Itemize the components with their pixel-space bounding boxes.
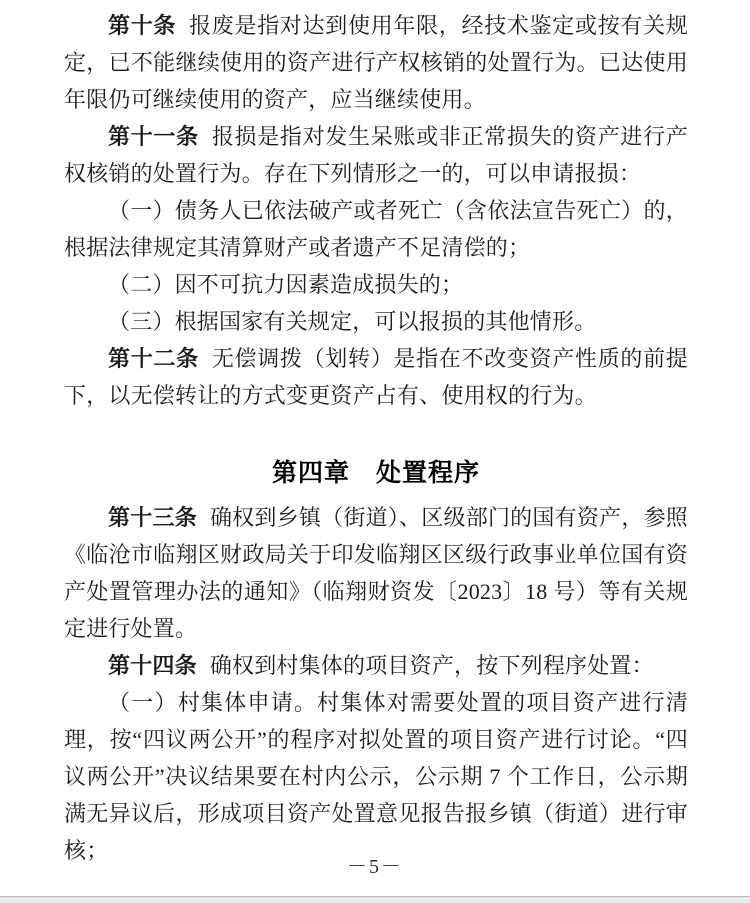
paragraph-item-1-village (64, 684, 688, 869)
paragraph-text: （三）根据国家有关规定，可以报损的其他情形。 (108, 309, 597, 334)
page-number: －5－ (347, 856, 403, 878)
paragraph-text: 报废是指对达到使用年限，经技术鉴定或按有关规定，已不能继续使用的资产进行产权核销的处置行为。已达使用年限仍可继续使用的资产，应当继续使用。 (64, 13, 688, 112)
article-number: 第十四条 (108, 653, 197, 678)
paragraph-text: 确权到乡镇（街道）、区级部门的国有资产，参照《临沧市临翔区财政局关于印发临翔区区级行政事业单位国有资产处置管理办法的通知》（临翔财资发〔2023〕18 号）等有关规定进行处置。 (64, 505, 688, 641)
paragraph-article-14 (64, 647, 688, 684)
paragraph-text: 确权到村集体的项目资产，按下列程序处置： (209, 653, 654, 678)
page-bottom-edge (0, 896, 750, 903)
article-number: 第十一条 (108, 124, 199, 149)
article-number: 第十三条 (108, 505, 197, 530)
document-page (64, 7, 688, 869)
paragraph-text: （二）因不可抗力因素造成损失的； (108, 272, 464, 297)
paragraph-item-2 (64, 266, 688, 303)
paragraph-article-13 (64, 499, 688, 647)
paragraph-text: （一）债务人已依法破产或者死亡（含依法宣告死亡）的，根据法律规定其清算财产或者遗产不足清偿的； (64, 198, 688, 260)
paragraph-article-10 (64, 7, 688, 118)
paragraph-text: 无偿调拨（划转）是指在不改变资产性质的前提下，以无偿转让的方式变更资产占有、使用权的行为。 (64, 346, 689, 408)
paragraph-item-1 (64, 192, 688, 266)
paragraph-article-11 (64, 118, 688, 192)
paragraph-text: （一）村集体申请。村集体对需要处置的项目资产进行清理，按“四议两公开”的程序对拟处置的项目资产进行讨论。“四议两公开”决议结果要在村内公示，公示期 7 个工作日，公示期满无异议后，形成项目资产处置意见报告报乡镇（街道）进行审核； (64, 690, 688, 863)
article-number: 第十条 (108, 13, 177, 38)
chapter-heading: 第四章 处置程序 (271, 459, 480, 487)
paragraph-article-12 (64, 340, 688, 414)
paragraph-text: 报损是指对发生呆账或非正常损失的资产进行产权核销的处置行为。存在下列情形之一的，可以申请报损： (64, 124, 689, 186)
paragraph-item-3 (64, 303, 688, 340)
article-number: 第十二条 (108, 346, 199, 371)
